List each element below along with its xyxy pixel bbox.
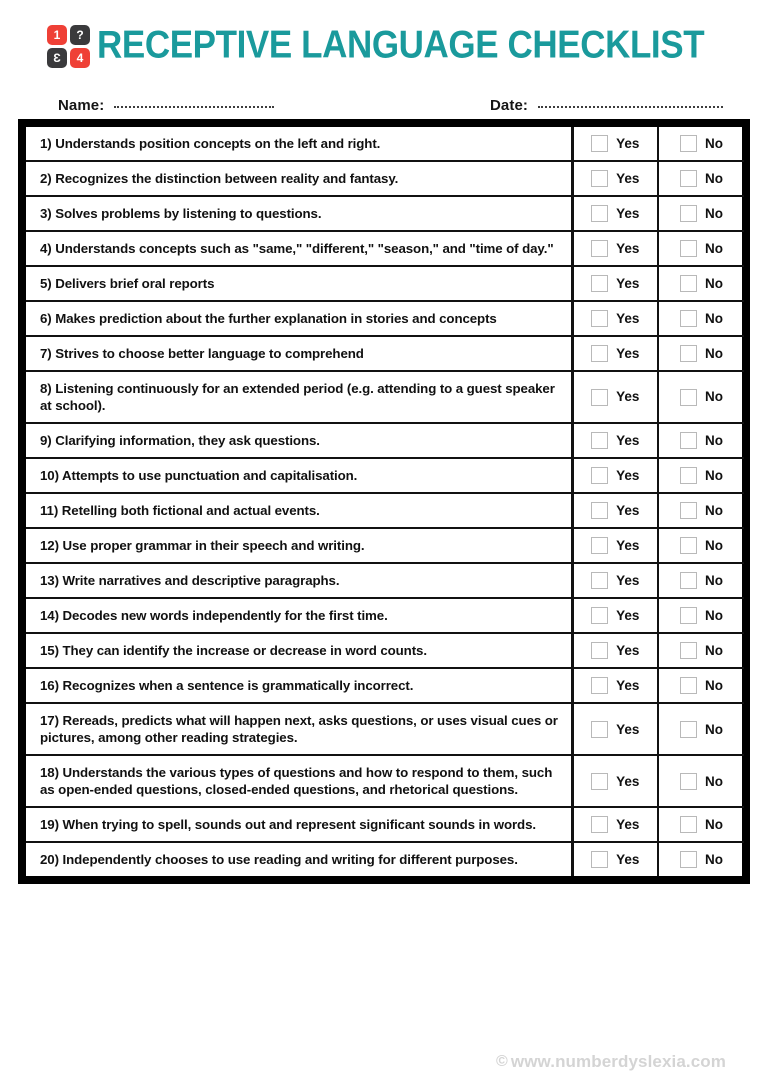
checkbox-no-icon[interactable] [680,135,697,152]
question-text: 14) Decodes new words independently for the first time. [26,598,572,633]
checkbox-no-icon[interactable] [680,816,697,833]
checkbox-no-icon[interactable] [680,467,697,484]
checkbox-yes-icon[interactable] [591,502,608,519]
checkbox-yes-icon[interactable] [591,170,608,187]
answer-label-yes: Yes [616,537,640,553]
table-row [26,231,744,266]
checklist-table-frame [18,119,750,884]
checkbox-no-icon[interactable] [680,537,697,554]
answer-label-yes: Yes [616,817,640,833]
answer-option-no[interactable] [659,389,744,406]
answer-label-yes: Yes [616,389,640,405]
answer-cell-yes[interactable] [572,755,658,807]
checkbox-yes-icon[interactable] [591,240,608,257]
answer-cell-yes[interactable] [572,633,658,668]
question-text: 3) Solves problems by listening to questions. [26,196,572,231]
table-row [26,633,744,668]
answer-option-no[interactable] [659,721,744,738]
question-text: 8) Listening continuously for an extended period (e.g. attending to a guest speaker at school). [26,371,572,423]
answer-cell-no[interactable] [658,598,744,633]
answer-label-yes: Yes [616,310,640,326]
numberdyslexia-logo-icon [47,25,90,68]
answer-option-no[interactable] [659,607,744,624]
logo-cell-1: 1 [47,25,67,45]
question-text: 5) Delivers brief oral reports [26,266,572,301]
answer-option-yes[interactable] [574,389,658,406]
checkbox-no-icon[interactable] [680,721,697,738]
question-text: 10) Attempts to use punctuation and capitalisation. [26,458,572,493]
answer-label-yes: Yes [616,135,640,151]
answer-option-yes[interactable] [574,170,658,187]
answer-cell-yes[interactable] [572,127,658,161]
question-text: 2) Recognizes the distinction between reality and fantasy. [26,161,572,196]
checkbox-yes-icon[interactable] [591,467,608,484]
answer-cell-no[interactable] [658,231,744,266]
answer-cell-yes[interactable] [572,528,658,563]
answer-cell-no[interactable] [658,668,744,703]
checkbox-yes-icon[interactable] [591,205,608,222]
answer-option-yes[interactable] [574,345,658,362]
answer-cell-yes[interactable] [572,423,658,458]
answer-cell-no[interactable] [658,161,744,196]
table-row [26,423,744,458]
question-text: 12) Use proper grammar in their speech and writing. [26,528,572,563]
answer-cell-yes[interactable] [572,301,658,336]
question-text: 11) Retelling both fictional and actual events. [26,493,572,528]
answer-label-yes: Yes [616,773,640,789]
answer-label-no: No [705,572,723,588]
table-row [26,196,744,231]
checklist-table [26,127,744,876]
answer-label-yes: Yes [616,240,640,256]
answer-cell-yes[interactable] [572,668,658,703]
checkbox-no-icon[interactable] [680,275,697,292]
answer-cell-yes[interactable] [572,336,658,371]
question-text: 20) Independently chooses to use reading and writing for different purposes. [26,842,572,876]
name-label: Name: [58,97,105,114]
page-header [0,0,768,72]
answer-cell-yes[interactable] [572,161,658,196]
answer-label-yes: Yes [616,502,640,518]
answer-option-yes[interactable] [574,310,658,327]
answer-option-yes[interactable] [574,642,658,659]
table-row [26,371,744,423]
answer-cell-yes[interactable] [572,266,658,301]
checkbox-yes-icon[interactable] [591,310,608,327]
question-text: 9) Clarifying information, they ask questions. [26,423,572,458]
answer-option-no[interactable] [659,572,744,589]
answer-label-yes: Yes [616,721,640,737]
answer-option-no[interactable] [659,502,744,519]
answer-label-no: No [705,240,723,256]
answer-option-yes[interactable] [574,240,658,257]
answer-label-no: No [705,607,723,623]
checkbox-yes-icon[interactable] [591,773,608,790]
question-text: 17) Rereads, predicts what will happen next, asks questions, or uses visual cues or pictures, among other reading strategies. [26,703,572,755]
name-field-group [58,97,274,114]
answer-option-no[interactable] [659,432,744,449]
answer-label-no: No [705,170,723,186]
checkbox-yes-icon[interactable] [591,607,608,624]
question-text: 18) Understands the various types of questions and how to respond to them, such as open-ended questions, closed-ended questions, and rhetorical questions. [26,755,572,807]
question-text: 13) Write narratives and descriptive paragraphs. [26,563,572,598]
answer-label-yes: Yes [616,432,640,448]
checkbox-yes-icon[interactable] [591,275,608,292]
answer-option-no[interactable] [659,773,744,790]
answer-cell-no[interactable] [658,528,744,563]
logo-cell-epsilon: Ɛ [47,48,67,68]
checkbox-yes-icon[interactable] [591,345,608,362]
answer-label-no: No [705,432,723,448]
table-row [26,161,744,196]
table-row [26,598,744,633]
answer-cell-yes[interactable] [572,196,658,231]
checkbox-no-icon[interactable] [680,205,697,222]
answer-cell-yes[interactable] [572,231,658,266]
answer-option-yes[interactable] [574,432,658,449]
logo-cell-4: 4 [70,48,90,68]
answer-label-no: No [705,310,723,326]
table-row [26,301,744,336]
answer-label-yes: Yes [616,205,640,221]
table-row [26,563,744,598]
checkbox-no-icon[interactable] [680,642,697,659]
answer-label-no: No [705,721,723,737]
page-title: RECEPTIVE LANGUAGE CHECKLIST [97,22,705,67]
answer-option-no[interactable] [659,170,744,187]
answer-option-no[interactable] [659,275,744,292]
answer-cell-no[interactable] [658,266,744,301]
answer-label-yes: Yes [616,607,640,623]
table-row [26,703,744,755]
checkbox-yes-icon[interactable] [591,642,608,659]
checkbox-yes-icon[interactable] [591,677,608,694]
answer-label-yes: Yes [616,170,640,186]
answer-cell-no[interactable] [658,807,744,842]
answer-cell-yes[interactable] [572,598,658,633]
date-field-group [490,97,723,114]
answer-cell-yes[interactable] [572,458,658,493]
answer-label-yes: Yes [616,678,640,693]
answer-option-yes[interactable] [574,537,658,554]
checkbox-no-icon[interactable] [680,851,697,868]
answer-option-no[interactable] [659,345,744,362]
answer-label-yes: Yes [616,467,640,483]
answer-cell-no[interactable] [658,493,744,528]
answer-label-no: No [705,467,723,483]
checkbox-yes-icon[interactable] [591,572,608,589]
answer-cell-no[interactable] [658,336,744,371]
checkbox-no-icon[interactable] [680,345,697,362]
answer-option-yes[interactable] [574,773,658,790]
footer-credit [496,1052,726,1072]
table-row [26,807,744,842]
checkbox-yes-icon[interactable] [591,389,608,406]
question-text: 19) When trying to spell, sounds out and represent significant sounds in words. [26,807,572,842]
answer-option-yes[interactable] [574,135,658,152]
table-row [26,528,744,563]
footer-website: www.numberdyslexia.com [510,1052,726,1071]
answer-cell-no[interactable] [658,371,744,423]
answer-cell-yes[interactable] [572,842,658,876]
answer-option-no[interactable] [659,816,744,833]
answer-option-no[interactable] [659,537,744,554]
answer-label-no: No [705,275,723,291]
checkbox-no-icon[interactable] [680,389,697,406]
answer-label-no: No [705,642,723,658]
answer-label-no: No [705,817,723,833]
answer-label-no: No [705,502,723,518]
answer-option-no[interactable] [659,677,744,694]
date-input-line[interactable] [538,106,723,108]
answer-cell-no[interactable] [658,633,744,668]
table-row [26,842,744,876]
answer-label-yes: Yes [616,345,640,361]
checkbox-no-icon[interactable] [680,502,697,519]
table-row [26,127,744,161]
checkbox-yes-icon[interactable] [591,537,608,554]
checkbox-yes-icon[interactable] [591,721,608,738]
copyright-icon: © [496,1053,508,1070]
answer-label-no: No [705,135,723,151]
answer-option-yes[interactable] [574,721,658,738]
answer-cell-no[interactable] [658,563,744,598]
question-text: 16) Recognizes when a sentence is grammatically incorrect. [26,668,572,703]
answer-cell-yes[interactable] [572,563,658,598]
answer-label-no: No [705,852,723,868]
answer-label-yes: Yes [616,275,640,291]
answer-cell-yes[interactable] [572,807,658,842]
answer-option-no[interactable] [659,642,744,659]
answer-option-yes[interactable] [574,816,658,833]
answer-option-yes[interactable] [574,607,658,624]
table-row [26,493,744,528]
answer-cell-no[interactable] [658,423,744,458]
answer-option-no[interactable] [659,135,744,152]
table-row [26,266,744,301]
answer-label-no: No [705,345,723,361]
answer-option-no[interactable] [659,467,744,484]
answer-cell-yes[interactable] [572,371,658,423]
answer-label-no: No [705,205,723,221]
answer-label-no: No [705,537,723,553]
table-row [26,458,744,493]
checkbox-no-icon[interactable] [680,572,697,589]
logo-cell-question: ? [70,25,90,45]
answer-option-yes[interactable] [574,851,658,868]
answer-option-yes[interactable] [574,205,658,222]
answer-option-yes[interactable] [574,467,658,484]
name-input-line[interactable] [114,106,274,108]
answer-option-yes[interactable] [574,502,658,519]
answer-option-yes[interactable] [574,275,658,292]
checkbox-no-icon[interactable] [680,310,697,327]
answer-cell-no[interactable] [658,755,744,807]
question-text: 1) Understands position concepts on the left and right. [26,127,572,161]
answer-cell-yes[interactable] [572,703,658,755]
table-row [26,668,744,703]
answer-cell-no[interactable] [658,301,744,336]
answer-label-no: No [705,389,723,405]
answer-option-no[interactable] [659,205,744,222]
checkbox-no-icon[interactable] [680,773,697,790]
answer-cell-yes[interactable] [572,493,658,528]
answer-option-no[interactable] [659,240,744,257]
checkbox-yes-icon[interactable] [591,816,608,833]
table-row [26,755,744,807]
answer-cell-no[interactable] [658,842,744,876]
question-text: 7) Strives to choose better language to comprehend [26,336,572,371]
checkbox-no-icon[interactable] [680,170,697,187]
answer-label-yes: Yes [616,642,640,658]
answer-cell-no[interactable] [658,458,744,493]
answer-option-yes[interactable] [574,677,658,694]
answer-option-no[interactable] [659,851,744,868]
checkbox-yes-icon[interactable] [591,432,608,449]
answer-option-yes[interactable] [574,572,658,589]
question-text: 4) Understands concepts such as "same," "different," "season," and "time of day." [26,231,572,266]
checkbox-no-icon[interactable] [680,240,697,257]
answer-option-no[interactable] [659,310,744,327]
answer-cell-no[interactable] [658,703,744,755]
answer-label-yes: Yes [616,572,640,588]
name-date-row [0,72,768,114]
date-label: Date: [489,97,528,114]
checkbox-no-icon[interactable] [680,432,697,449]
answer-label-no: No [705,773,723,789]
question-text: 15) They can identify the increase or decrease in word counts. [26,633,572,668]
question-text: 6) Makes prediction about the further explanation in stories and concepts [26,301,572,336]
answer-cell-no[interactable] [658,196,744,231]
checkbox-yes-icon[interactable] [591,851,608,868]
table-row [26,336,744,371]
answer-label-yes: Yes [616,852,640,868]
checkbox-no-icon[interactable] [680,607,697,624]
checkbox-no-icon[interactable] [680,677,697,694]
answer-cell-no[interactable] [658,127,744,161]
answer-label-no: No [705,678,723,693]
checkbox-yes-icon[interactable] [591,135,608,152]
